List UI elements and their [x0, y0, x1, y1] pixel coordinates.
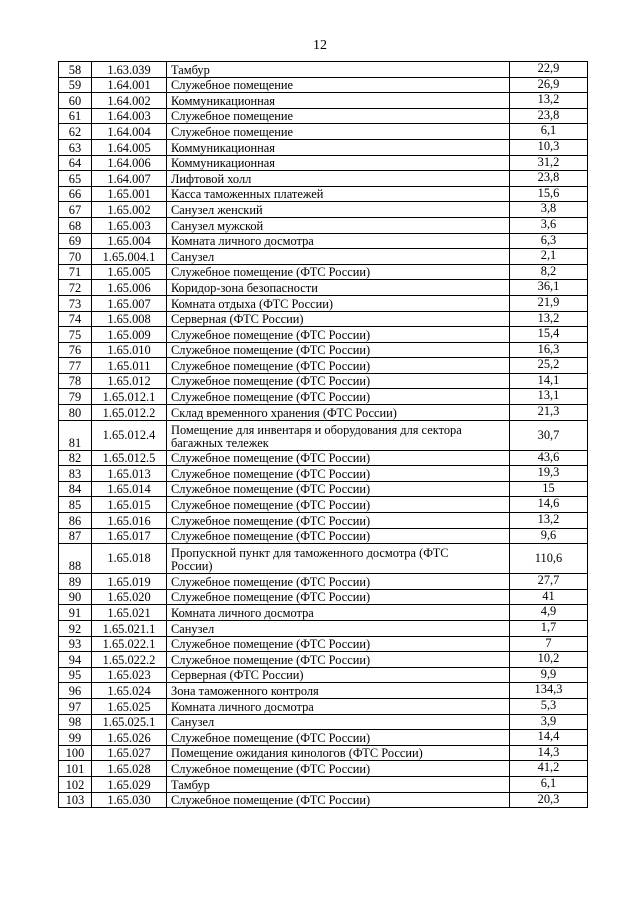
room-name: Комната личного досмотра — [167, 698, 510, 714]
room-name: Служебное помещение (ФТС России) — [167, 574, 510, 590]
room-code: 1.65.030 — [92, 792, 167, 808]
table-row — [59, 62, 588, 78]
room-name: Служебное помещение (ФТС России) — [167, 264, 510, 280]
room-area: 1,7 — [510, 621, 588, 637]
room-area: 15,4 — [510, 327, 588, 343]
room-area: 41 — [510, 589, 588, 605]
room-code: 1.65.028 — [92, 761, 167, 777]
room-area: 6,1 — [510, 124, 588, 140]
room-name: Помещение для инвентаря и оборудования для сектора багажных тележек — [167, 420, 510, 450]
row-number: 101 — [59, 761, 92, 777]
room-area: 10,3 — [510, 139, 588, 155]
room-name: Служебное помещение (ФТС России) — [167, 652, 510, 668]
room-code: 1.65.007 — [92, 295, 167, 311]
room-area: 14,4 — [510, 730, 588, 746]
room-name: Служебное помещение — [167, 108, 510, 124]
room-area: 14,3 — [510, 745, 588, 761]
table-row — [59, 358, 588, 374]
room-code: 1.65.005 — [92, 264, 167, 280]
table-row — [59, 405, 588, 421]
room-code: 1.65.013 — [92, 466, 167, 482]
room-area: 7 — [510, 636, 588, 652]
room-code: 1.65.022.2 — [92, 652, 167, 668]
table-row — [59, 139, 588, 155]
room-code: 1.65.014 — [92, 481, 167, 497]
room-code: 1.65.016 — [92, 513, 167, 529]
room-area: 13,2 — [510, 311, 588, 327]
row-number: 90 — [59, 589, 92, 605]
room-name: Служебное помещение (ФТС России) — [167, 466, 510, 482]
row-number: 83 — [59, 466, 92, 482]
table-row — [59, 698, 588, 714]
table-row — [59, 528, 588, 544]
table-row — [59, 233, 588, 249]
table-row — [59, 776, 588, 792]
room-code: 1.64.007 — [92, 171, 167, 187]
table-row — [59, 77, 588, 93]
room-area: 16,3 — [510, 342, 588, 358]
room-code: 1.65.010 — [92, 342, 167, 358]
rooms-table-body — [59, 62, 588, 808]
room-code: 1.65.006 — [92, 280, 167, 296]
room-name: Служебное помещение (ФТС России) — [167, 513, 510, 529]
table-row — [59, 342, 588, 358]
table-row — [59, 714, 588, 730]
table-row — [59, 574, 588, 590]
row-number: 91 — [59, 605, 92, 621]
room-name: Коммуникационная — [167, 139, 510, 155]
row-number: 73 — [59, 295, 92, 311]
row-number: 60 — [59, 93, 92, 109]
room-code: 1.64.005 — [92, 139, 167, 155]
room-area: 10,2 — [510, 652, 588, 668]
table-row — [59, 217, 588, 233]
room-area: 21,3 — [510, 405, 588, 421]
table-row — [59, 652, 588, 668]
room-name: Служебное помещение (ФТС России) — [167, 389, 510, 405]
row-number: 92 — [59, 621, 92, 637]
row-number: 62 — [59, 124, 92, 140]
table-row — [59, 497, 588, 513]
room-name: Санузел — [167, 714, 510, 730]
room-area: 19,3 — [510, 466, 588, 482]
row-number: 72 — [59, 280, 92, 296]
room-name: Тамбур — [167, 62, 510, 78]
table-row — [59, 186, 588, 202]
room-code: 1.65.012.1 — [92, 389, 167, 405]
room-name: Пропускной пункт для таможенного досмотра (ФТС России) — [167, 544, 510, 574]
room-name: Санузел — [167, 621, 510, 637]
room-name: Комната личного досмотра — [167, 233, 510, 249]
row-number: 94 — [59, 652, 92, 668]
room-area: 27,7 — [510, 574, 588, 590]
room-area: 9,9 — [510, 667, 588, 683]
table-row — [59, 636, 588, 652]
room-name: Служебное помещение (ФТС России) — [167, 481, 510, 497]
room-area: 6,3 — [510, 233, 588, 249]
table-row — [59, 389, 588, 405]
room-code: 1.65.022.1 — [92, 636, 167, 652]
room-code: 1.65.025 — [92, 698, 167, 714]
row-number: 93 — [59, 636, 92, 652]
row-number: 59 — [59, 77, 92, 93]
table-row — [59, 311, 588, 327]
table-row — [59, 264, 588, 280]
room-code: 1.65.012.4 — [92, 420, 167, 450]
room-code: 1.65.012.2 — [92, 405, 167, 421]
row-number: 96 — [59, 683, 92, 699]
row-number: 88 — [59, 544, 92, 574]
room-area: 5,3 — [510, 698, 588, 714]
table-row — [59, 373, 588, 389]
table-row — [59, 420, 588, 450]
room-name: Комната личного досмотра — [167, 605, 510, 621]
room-area: 21,9 — [510, 295, 588, 311]
room-name: Служебное помещение (ФТС России) — [167, 358, 510, 374]
room-code: 1.65.020 — [92, 589, 167, 605]
table-row — [59, 683, 588, 699]
room-name: Служебное помещение (ФТС России) — [167, 792, 510, 808]
table-row — [59, 124, 588, 140]
room-area: 43,6 — [510, 450, 588, 466]
row-number: 85 — [59, 497, 92, 513]
room-name: Комната отдыха (ФТС России) — [167, 295, 510, 311]
table-row — [59, 589, 588, 605]
room-area: 6,1 — [510, 776, 588, 792]
row-number: 103 — [59, 792, 92, 808]
room-name: Служебное помещение (ФТС России) — [167, 342, 510, 358]
page-number: 12 — [313, 38, 327, 53]
room-code: 1.65.024 — [92, 683, 167, 699]
room-name: Служебное помещение (ФТС России) — [167, 589, 510, 605]
table-row — [59, 249, 588, 265]
room-code: 1.65.003 — [92, 217, 167, 233]
room-name: Служебное помещение (ФТС России) — [167, 761, 510, 777]
room-area: 13,1 — [510, 389, 588, 405]
room-code: 1.65.017 — [92, 528, 167, 544]
row-number: 80 — [59, 405, 92, 421]
room-area: 3,8 — [510, 202, 588, 218]
room-area: 9,6 — [510, 528, 588, 544]
room-name: Служебное помещение (ФТС России) — [167, 373, 510, 389]
room-name: Коридор-зона безопасности — [167, 280, 510, 296]
room-code: 1.65.009 — [92, 327, 167, 343]
row-number: 63 — [59, 139, 92, 155]
room-code: 1.65.011 — [92, 358, 167, 374]
table-row — [59, 171, 588, 187]
row-number: 84 — [59, 481, 92, 497]
table-row — [59, 108, 588, 124]
room-area: 8,2 — [510, 264, 588, 280]
room-name: Серверная (ФТС России) — [167, 311, 510, 327]
table-row — [59, 93, 588, 109]
row-number: 95 — [59, 667, 92, 683]
row-number: 81 — [59, 420, 92, 450]
table-row — [59, 481, 588, 497]
row-number: 67 — [59, 202, 92, 218]
row-number: 97 — [59, 698, 92, 714]
room-area: 13,2 — [510, 513, 588, 529]
room-area: 14,6 — [510, 497, 588, 513]
table-row — [59, 466, 588, 482]
room-area: 41,2 — [510, 761, 588, 777]
row-number: 74 — [59, 311, 92, 327]
row-number: 78 — [59, 373, 92, 389]
room-name: Служебное помещение (ФТС России) — [167, 497, 510, 513]
row-number: 99 — [59, 730, 92, 746]
room-code: 1.65.021.1 — [92, 621, 167, 637]
room-name: Лифтовой холл — [167, 171, 510, 187]
row-number: 82 — [59, 450, 92, 466]
room-code: 1.65.025.1 — [92, 714, 167, 730]
room-code: 1.65.001 — [92, 186, 167, 202]
room-name: Санузел — [167, 249, 510, 265]
row-number: 98 — [59, 714, 92, 730]
table-row — [59, 730, 588, 746]
room-name: Служебное помещение (ФТС России) — [167, 327, 510, 343]
room-name: Помещение ожидания кинологов (ФТС России) — [167, 745, 510, 761]
room-name: Зона таможенного контроля — [167, 683, 510, 699]
room-name: Служебное помещение (ФТС России) — [167, 636, 510, 652]
room-area: 13,2 — [510, 93, 588, 109]
row-number: 68 — [59, 217, 92, 233]
room-name: Коммуникационная — [167, 93, 510, 109]
table-row — [59, 544, 588, 574]
room-code: 1.65.012 — [92, 373, 167, 389]
room-code: 1.65.027 — [92, 745, 167, 761]
room-name: Серверная (ФТС России) — [167, 667, 510, 683]
table-row — [59, 761, 588, 777]
table-row — [59, 280, 588, 296]
room-code: 1.64.006 — [92, 155, 167, 171]
row-number: 100 — [59, 745, 92, 761]
room-name: Служебное помещение (ФТС России) — [167, 450, 510, 466]
room-code: 1.65.026 — [92, 730, 167, 746]
room-name: Санузел мужской — [167, 217, 510, 233]
row-number: 79 — [59, 389, 92, 405]
room-code: 1.65.008 — [92, 311, 167, 327]
table-row — [59, 745, 588, 761]
row-number: 58 — [59, 62, 92, 78]
room-area: 20,3 — [510, 792, 588, 808]
room-area: 36,1 — [510, 280, 588, 296]
room-code: 1.65.019 — [92, 574, 167, 590]
row-number: 87 — [59, 528, 92, 544]
row-number: 75 — [59, 327, 92, 343]
room-code: 1.65.012.5 — [92, 450, 167, 466]
row-number: 76 — [59, 342, 92, 358]
room-area: 23,8 — [510, 171, 588, 187]
room-code: 1.64.001 — [92, 77, 167, 93]
table-row — [59, 513, 588, 529]
table-row — [59, 667, 588, 683]
table-row — [59, 327, 588, 343]
room-name: Склад временного хранения (ФТС России) — [167, 405, 510, 421]
row-number: 69 — [59, 233, 92, 249]
row-number: 71 — [59, 264, 92, 280]
row-number: 102 — [59, 776, 92, 792]
row-number: 89 — [59, 574, 92, 590]
row-number: 64 — [59, 155, 92, 171]
room-name: Служебное помещение — [167, 77, 510, 93]
room-area: 110,6 — [510, 544, 588, 574]
table-row — [59, 792, 588, 808]
room-area: 25,2 — [510, 358, 588, 374]
row-number: 86 — [59, 513, 92, 529]
row-number: 70 — [59, 249, 92, 265]
room-area: 134,3 — [510, 683, 588, 699]
room-area: 30,7 — [510, 420, 588, 450]
row-number: 65 — [59, 171, 92, 187]
row-number: 66 — [59, 186, 92, 202]
room-name: Тамбур — [167, 776, 510, 792]
room-area: 31,2 — [510, 155, 588, 171]
room-code: 1.65.021 — [92, 605, 167, 621]
room-area: 15,6 — [510, 186, 588, 202]
room-area: 23,8 — [510, 108, 588, 124]
room-code: 1.65.002 — [92, 202, 167, 218]
room-code: 1.65.018 — [92, 544, 167, 574]
room-code: 1.64.003 — [92, 108, 167, 124]
room-area: 26,9 — [510, 77, 588, 93]
room-code: 1.65.023 — [92, 667, 167, 683]
room-code: 1.65.015 — [92, 497, 167, 513]
room-code: 1.65.004.1 — [92, 249, 167, 265]
room-code: 1.65.004 — [92, 233, 167, 249]
room-area: 4,9 — [510, 605, 588, 621]
table-row — [59, 605, 588, 621]
room-area: 15 — [510, 481, 588, 497]
table-row — [59, 155, 588, 171]
table-row — [59, 450, 588, 466]
room-name: Санузел женский — [167, 202, 510, 218]
room-area: 3,6 — [510, 217, 588, 233]
room-area: 14,1 — [510, 373, 588, 389]
table-row — [59, 621, 588, 637]
room-name: Служебное помещение (ФТС России) — [167, 528, 510, 544]
room-name: Служебное помещение (ФТС России) — [167, 730, 510, 746]
room-code: 1.64.004 — [92, 124, 167, 140]
room-code: 1.63.039 — [92, 62, 167, 78]
table-row — [59, 202, 588, 218]
room-area: 2,1 — [510, 249, 588, 265]
rooms-table — [58, 61, 588, 808]
room-name: Касса таможенных платежей — [167, 186, 510, 202]
room-name: Коммуникационная — [167, 155, 510, 171]
room-code: 1.65.029 — [92, 776, 167, 792]
table-row — [59, 295, 588, 311]
row-number: 61 — [59, 108, 92, 124]
room-area: 22,9 — [510, 62, 588, 78]
row-number: 77 — [59, 358, 92, 374]
room-code: 1.64.002 — [92, 93, 167, 109]
room-name: Служебное помещение — [167, 124, 510, 140]
room-area: 3,9 — [510, 714, 588, 730]
